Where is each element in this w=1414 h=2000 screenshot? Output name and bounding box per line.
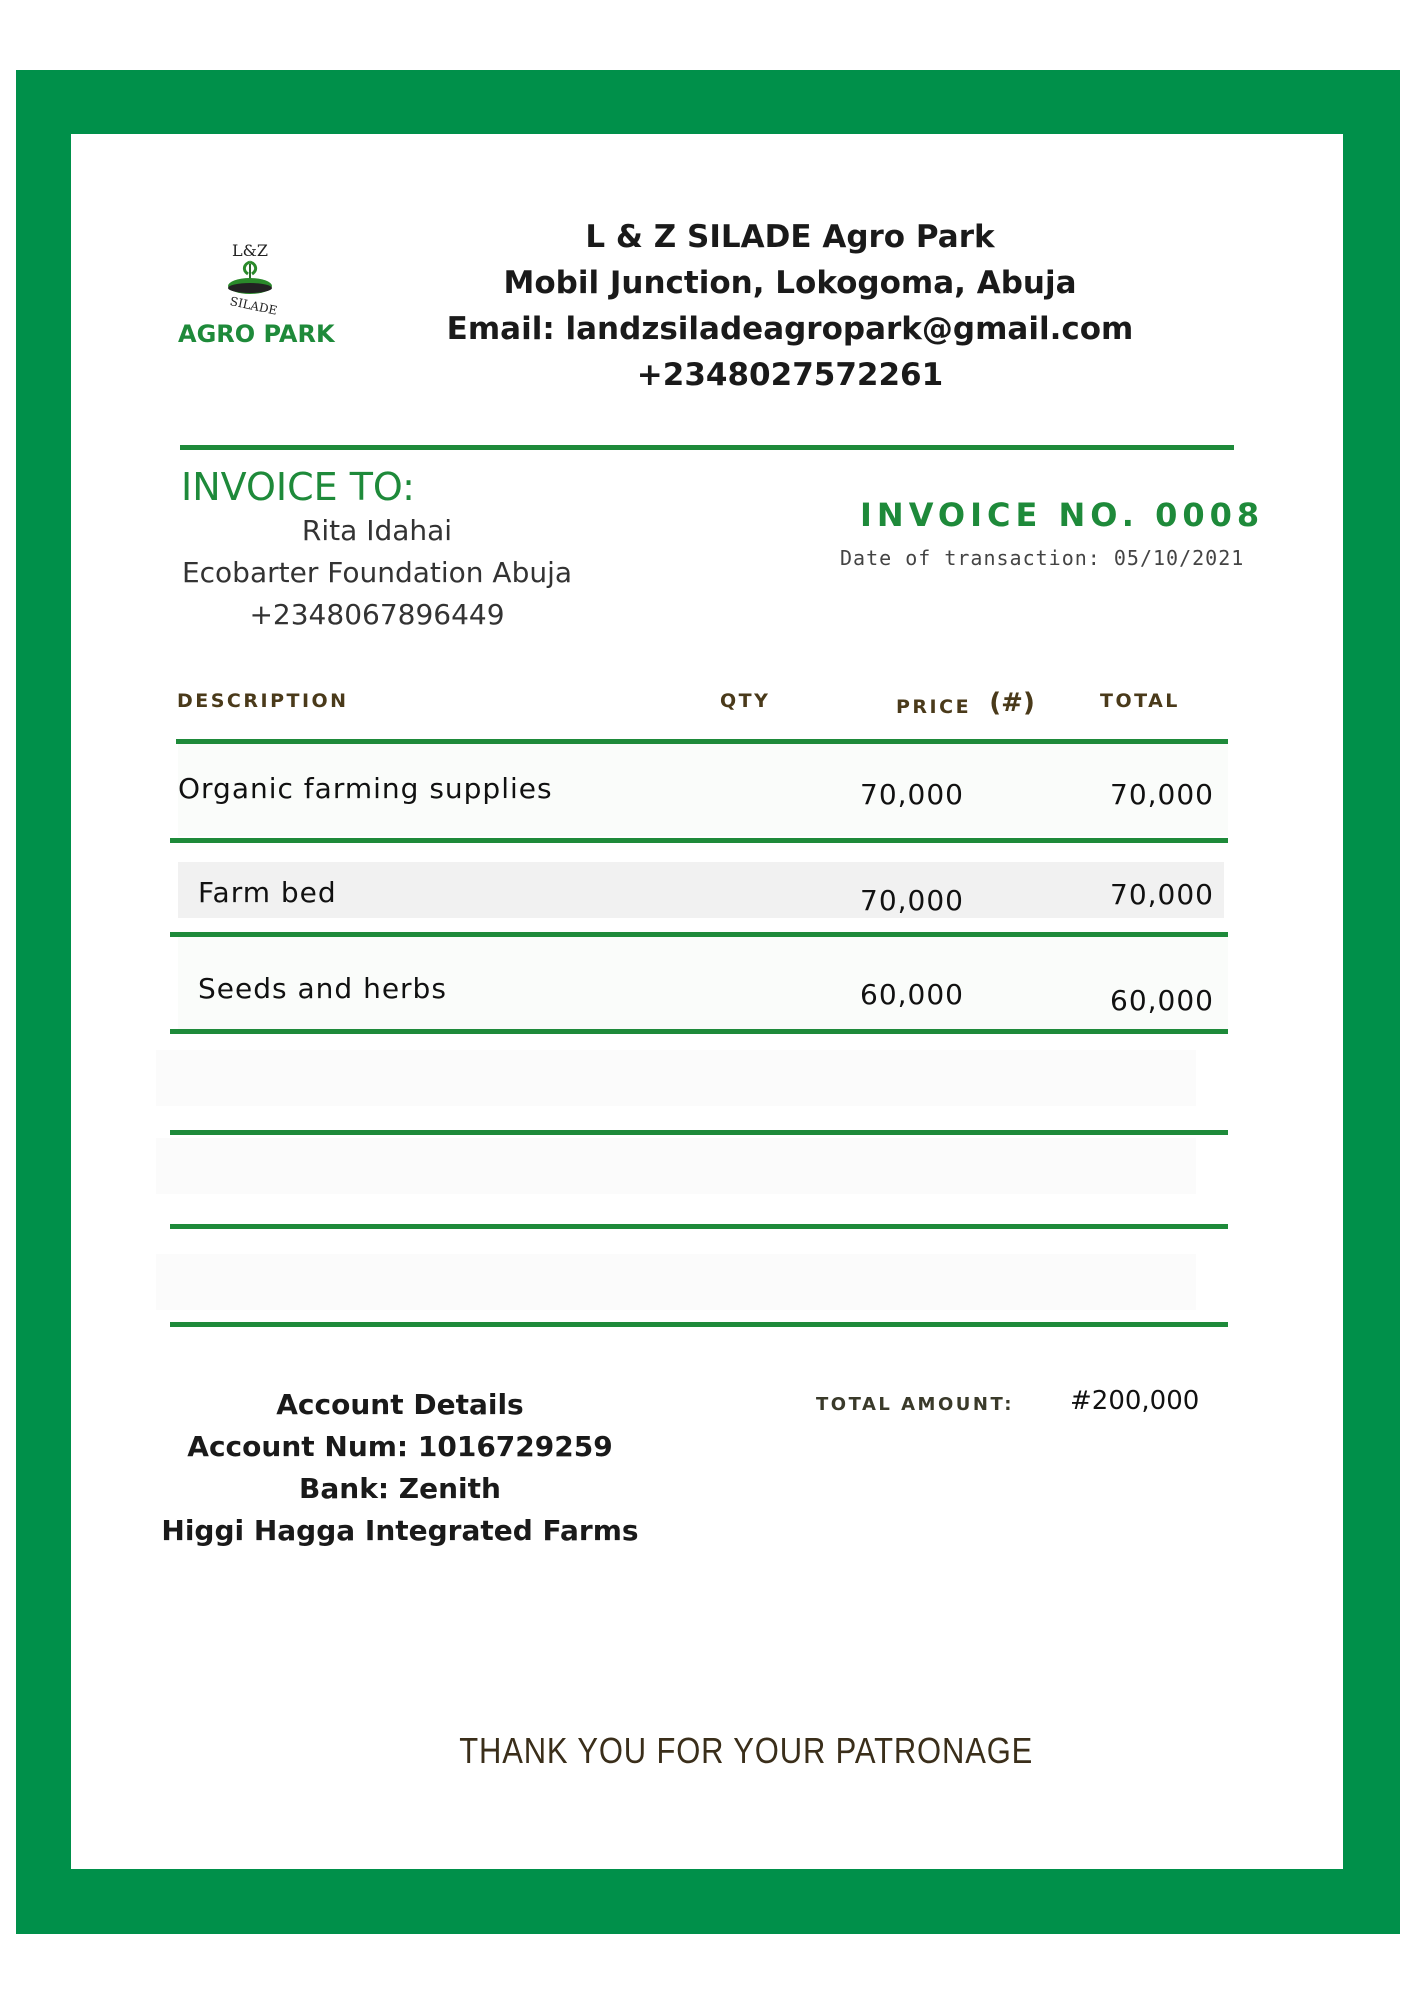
company-phone: +2348027572261 [636, 357, 944, 393]
column-header-total: TOTAL [1100, 690, 1180, 712]
invoice-to-label: INVOICE TO: [181, 465, 415, 509]
row-divider [170, 1224, 1228, 1229]
row-total: 70,000 [1110, 778, 1214, 811]
total-amount-label: TOTAL AMOUNT: [816, 1394, 1014, 1415]
table-row [156, 1254, 1196, 1310]
account-details [160, 1384, 640, 1552]
row-total: 60,000 [1110, 984, 1214, 1017]
row-price: 70,000 [860, 778, 964, 811]
invoice-number: INVOICE NO. 0008 [860, 496, 1265, 534]
row-price: 60,000 [860, 978, 964, 1011]
client-details [172, 510, 582, 636]
row-description: Organic farming supplies [178, 772, 553, 805]
price-header-unit: (#) [989, 688, 1035, 718]
column-header-description: DESCRIPTION [177, 690, 349, 712]
table-row [156, 1138, 1196, 1194]
client-phone: +2348067896449 [249, 598, 505, 631]
account-name: Higgi Hagga Integrated Farms [161, 1514, 639, 1547]
bank-name: Bank: Zenith [299, 1472, 501, 1505]
row-divider [170, 1322, 1228, 1327]
row-price: 70,000 [860, 884, 964, 917]
logo-text: AGRO PARK [178, 320, 335, 348]
thank-you-message: THANK YOU FOR YOUR PATRONAGE [459, 1730, 1034, 1771]
account-number: Account Num: 1016729259 [187, 1430, 613, 1463]
row-total: 70,000 [1110, 878, 1214, 911]
logo-initials: L&Z [232, 241, 268, 260]
company-email: Email: landzsiladeagropark@gmail.com [446, 311, 1134, 347]
logo-arc-text: SILADE [228, 294, 279, 318]
total-amount-value: #200,000 [1070, 1386, 1200, 1416]
client-organization: Ecobarter Foundation Abuja [181, 556, 573, 589]
company-address: Mobil Junction, Lokogoma, Abuja [503, 265, 1077, 301]
row-divider [170, 1130, 1228, 1135]
price-header-label: PRICE [896, 696, 972, 718]
account-title: Account Details [276, 1388, 524, 1421]
company-header [440, 214, 1140, 398]
company-logo [178, 240, 335, 350]
row-description: Seeds and herbs [198, 972, 447, 1005]
company-name: L & Z SILADE Agro Park [585, 219, 995, 255]
row-divider [170, 1029, 1228, 1034]
client-name: Rita Idahai [301, 514, 453, 547]
logo-emblem-icon [178, 240, 328, 320]
transaction-date: Date of transaction: 05/10/2021 [840, 546, 1245, 570]
row-divider [170, 838, 1228, 843]
column-header-price [896, 690, 1035, 720]
column-header-qty: QTY [720, 690, 771, 712]
header-divider [180, 445, 1234, 450]
row-description: Farm bed [198, 876, 337, 909]
table-row [156, 1050, 1196, 1106]
